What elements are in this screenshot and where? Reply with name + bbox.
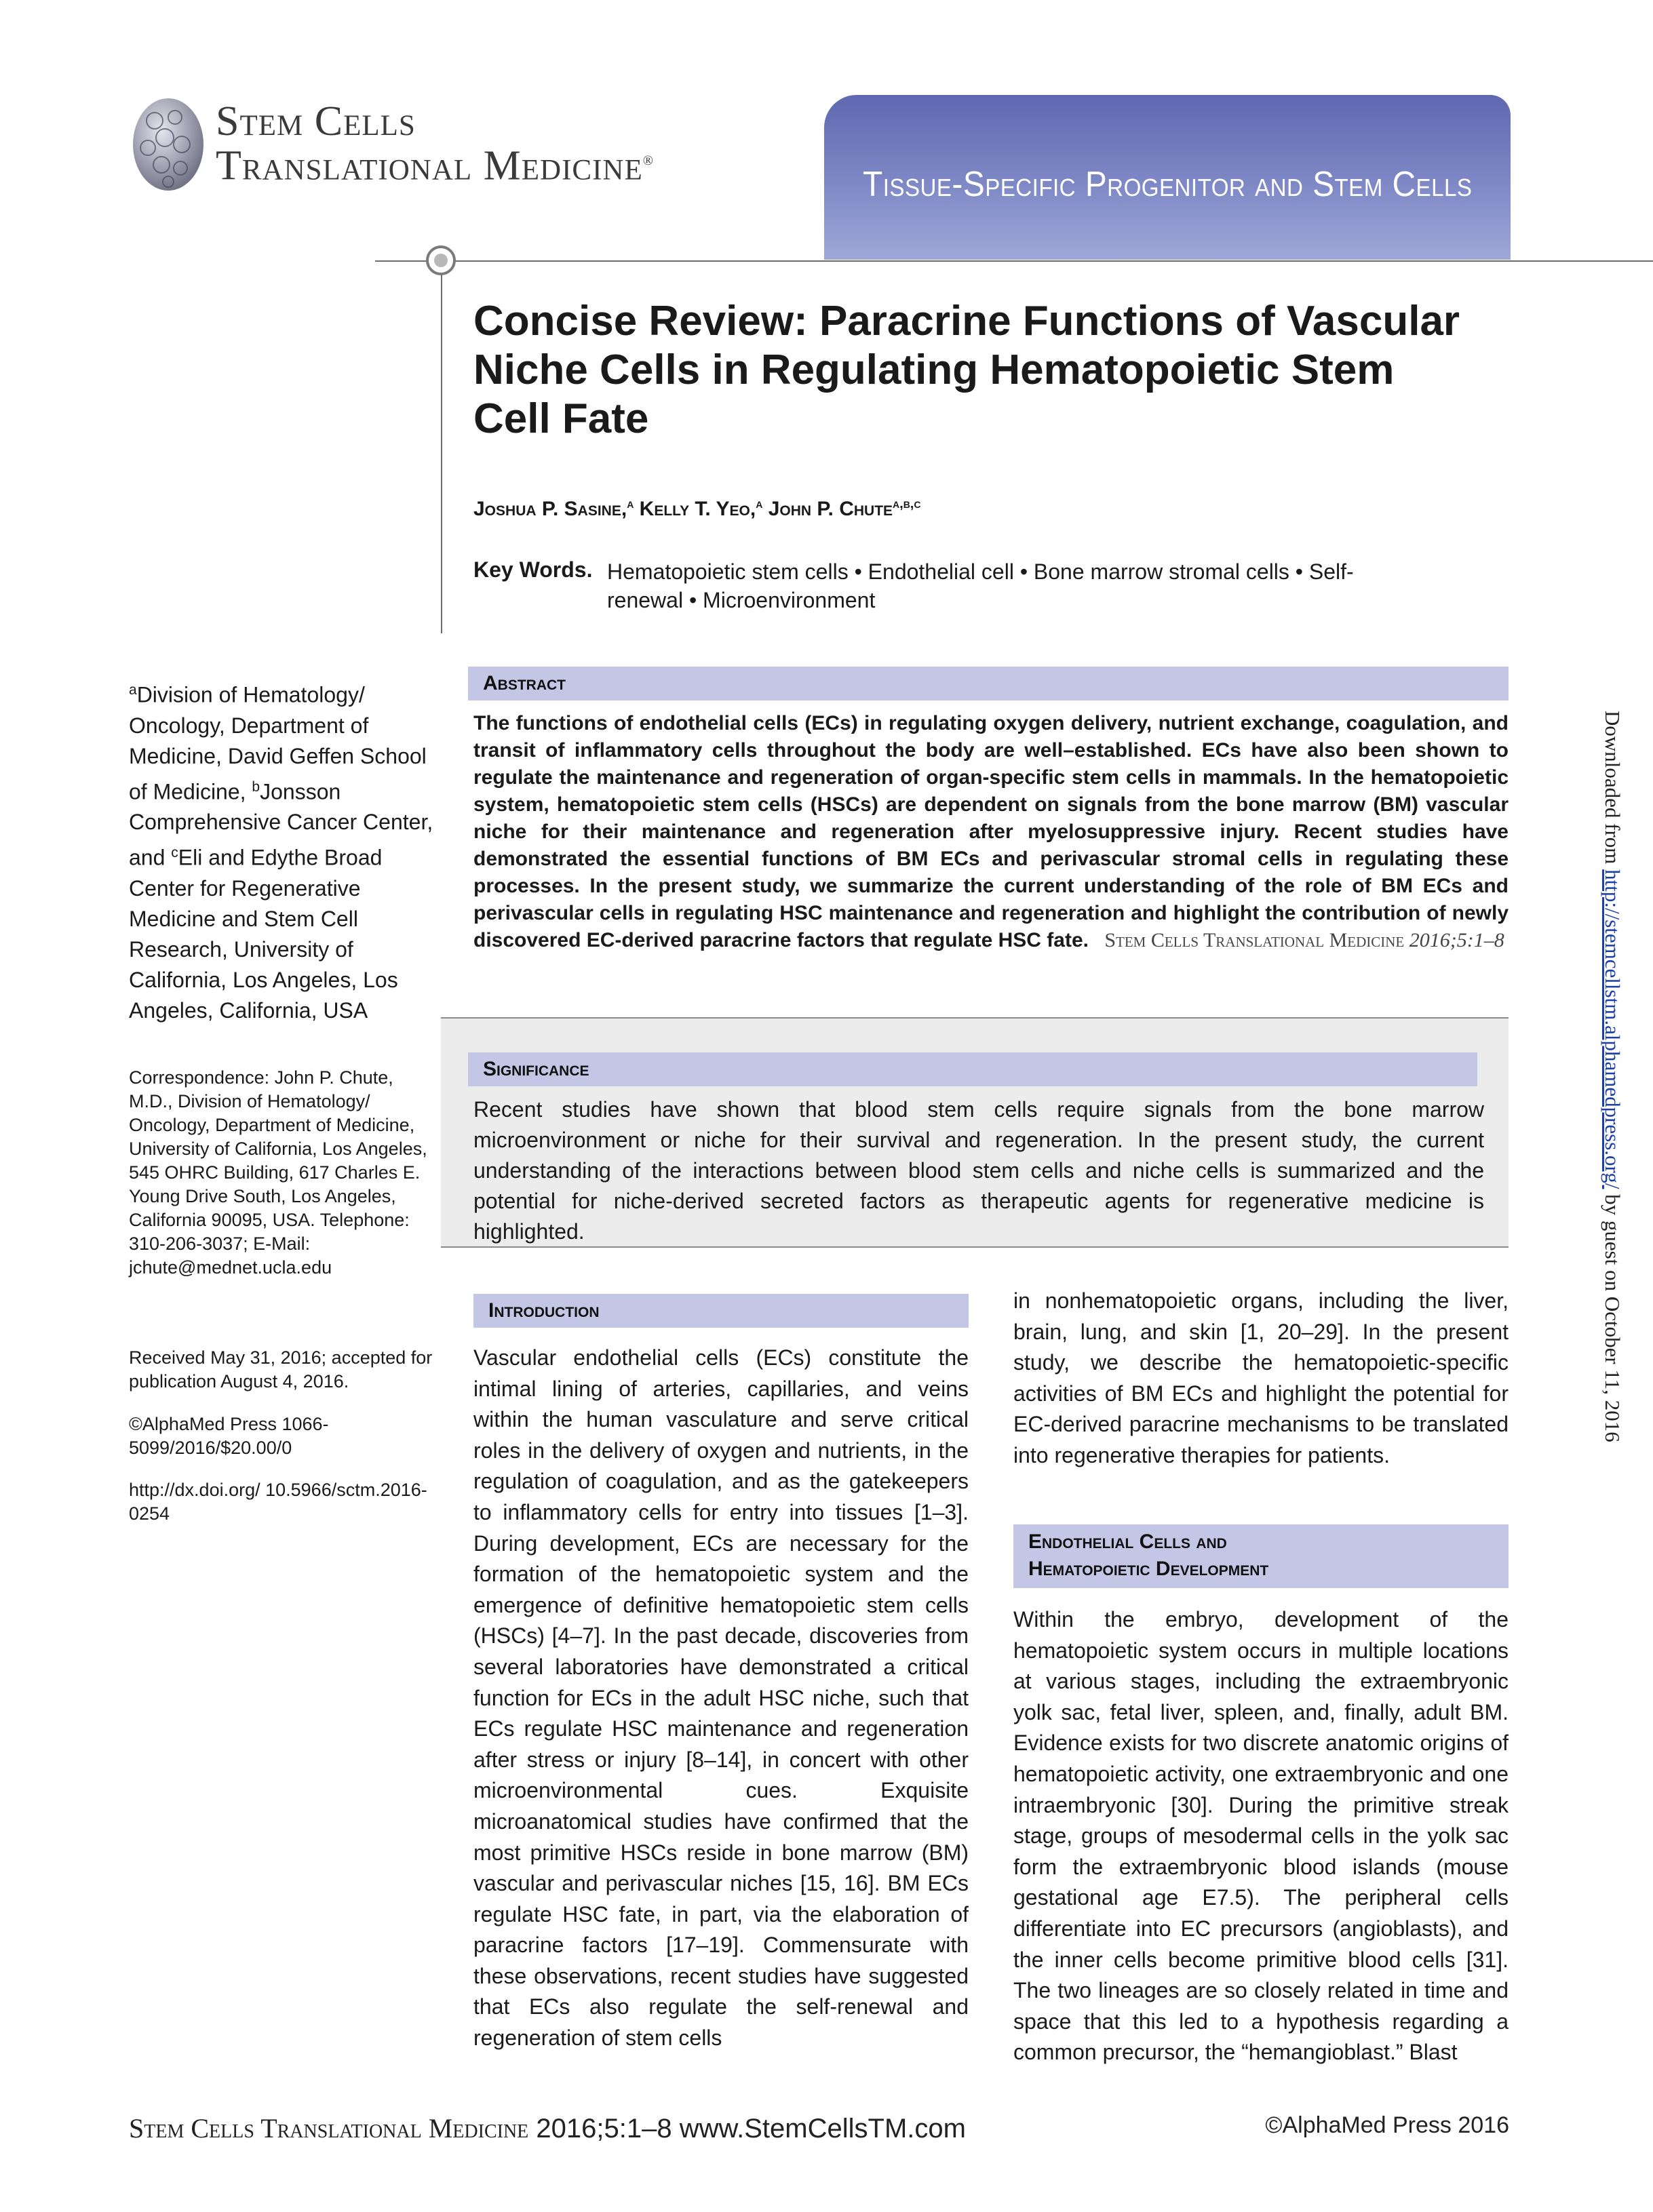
footer-citation: Stem Cells Translational Medicine 2016;5:1–8 www.StemCellsTM.com [129, 2113, 966, 2144]
abstract-heading: Abstract [468, 667, 1509, 700]
received-dates: Received May 31, 2016; accepted for publication August 4, 2016. [129, 1347, 433, 1391]
abstract-citation: Stem Cells Translational Medicine 2016;5:1–8 [1104, 929, 1504, 951]
author: Joshua P. Sasine, [473, 498, 627, 520]
journal-name-line1: Stem Cells [216, 98, 416, 144]
author-list: Joshua P. Sasine,$^a$ Kelly T. Yeo,$^a$ John P. Chute$^{a,b,c}$ [473, 496, 921, 520]
abstract-text: The functions of endothelial cells (ECs) in regulating oxygen delivery, nutrient exchange, coagulation, and transit of inflammatory cells throughout the body are well–established. ECs have also been shown to regulate the maintenance and regeneration of organ-specific stem cells in mammals. In the hematopoietic system, hematopoietic stem cells (HSCs) are dependent on signals from the bone marrow (BM) vascular niche for their maintenance and regeneration after myelosuppressive injury. Recent studies have demonstrated the essential functions of BM ECs and perivascular stromal cells in regulating these processes. In the present study, we summarize the current understanding of the role of BM ECs and perivascular cells in regulating HSC maintenance and regeneration and highlight the contribution of newly discovered EC-derived paracrine factors that regulate HSC fate. Stem Cells Translational Medicine 2016;5:1–8 [473, 712, 1509, 951]
journal-name-line2: Translational Medicine® [216, 142, 654, 189]
correspondence: Correspondence: John P. Chute, M.D., Division of Hematology/ Oncology, Department of Medicine, University of California, Los Angeles, 545 OHRC Building, 617 Charles E. Young Drive South, Los Angeles, California 90095, USA. Telephone: 310-206-3037; E-Mail: jchute@mednet.ucla.edu [129, 1067, 427, 1278]
footer-copyright: ©AlphaMed Press 2016 [1265, 2112, 1509, 2138]
journal-name [216, 98, 745, 189]
affiliations: $^a$Division of Hematology/ Oncology, Department of Medicine, David Geffen School of Medicine, $^b$Jonsson Comprehensive Cancer Center, and $^c$Eli and Edythe Broad Center for Regenerative Medicine and Stem Cell Research, University of California, Los Angeles, Los Angeles, California, USA [129, 682, 433, 1023]
endothelial-heading: Endothelial Cells and Hematopoietic Development [1013, 1524, 1509, 1588]
significance-text: Recent studies have shown that blood stem cells require signals from the bone marrow microenvironment or niche for their survival and regeneration. In the present study, the current understanding of the interactions between blood stem cells and niche cells is summarized and the potential for niche-derived secreted factors as therapeutic agents for regenerative medicine is highlighted. [473, 1097, 1484, 1244]
article-title: Concise Review: Paracrine Functions of Vascular Niche Cells in Regulating Hematopoietic Stem Cell Fate [473, 298, 1460, 442]
section-banner [824, 95, 1511, 260]
introduction-heading: Introduction [473, 1294, 969, 1328]
download-notice: Downloaded from http://stemcellstm.alphamedpress.org/ by guest on October 11, 2016 [1601, 711, 1625, 1442]
column2-text: in nonhematopoietic organs, including the liver, brain, lung, and skin [1, 20–29]. In the present study, we describe the hematopoietic-specific activities of BM ECs and highlight the potential for EC-derived paracrine mechanisms to be translated into regenerative therapies for patients. [1013, 1288, 1509, 1467]
key-words: Hematopoietic stem cells • Endothelial cell • Bone marrow stromal cells • Self-renewal • Microenvironment [607, 559, 1354, 612]
journal-logo [128, 94, 209, 195]
header-rule [375, 260, 1653, 262]
endothelial-text: Within the embryo, development of the hematopoietic system occurs in multiple locations at various stages, including the extraembryonic yolk sac, fetal liver, spleen, and, finally, adult BM. Evidence exists for two discrete anatomic origins of hematopoietic activity, one extraembryonic and one intraembryonic [30]. During the primitive streak stage, groups of mesodermal cells in the yolk sac form the extraembryonic blood islands (mouse gestational age E7.5). The peripheral cells differentiate into EC precursors (angioblasts), and the inner cells become primitive blood cells [31]. The two lineages are so closely related in time and space that this led to a hypothesis regarding a common precursor, the “hemangioblast.” Blast [1013, 1607, 1509, 2065]
author: John P. Chute [768, 498, 893, 520]
introduction-text: Vascular endothelial cells (ECs) constitute the intimal lining of arteries, capillaries, and veins within the human vasculature and serve critical roles in the delivery of oxygen and nutrients, in the regulation of coagulation, and as the gatekeepers to inflammatory cells for entry into tissues [1–3]. During development, ECs are necessary for the formation of the hematopoietic system and the emergence of definitive hematopoietic stem cells (HSCs) [4–7]. In the past decade, discoveries from several laboratories have demonstrated a critical function for ECs in the adult HSC niche, such that ECs regulate HSC maintenance and regeneration after stress or injury [8–14], in concert with other microenvironmental cues. Exquisite microanatomical studies have confirmed that the most primitive HSCs reside in bone marrow (BM) vascular and perivascular niches [15, 16]. BM ECs regulate HSC fate, in part, via the elaboration of paracrine factors [17–19]. Commensurate with these observations, recent studies have suggested that ECs also regulate the self-renewal and regeneration of stem cells [473, 1345, 969, 2051]
copyright-notice: ©AlphaMed Press 1066-5099/2016/$20.00/0 [129, 1414, 329, 1458]
key-words-label: Key Words. [473, 557, 593, 582]
title-side-rule [441, 274, 442, 633]
doi-link[interactable]: http://dx.doi.org/ 10.5966/sctm.2016-0254 [129, 1480, 427, 1524]
section-label: Tissue-Specific Progenitor and Stem Cells [862, 165, 1473, 204]
author: Kelly T. Yeo, [639, 498, 756, 520]
rule-ring-ornament [426, 245, 456, 275]
download-url-link[interactable]: http://stemcellstm.alphamedpress.org/ [1601, 869, 1625, 1189]
significance-heading: Significance [468, 1052, 1477, 1086]
